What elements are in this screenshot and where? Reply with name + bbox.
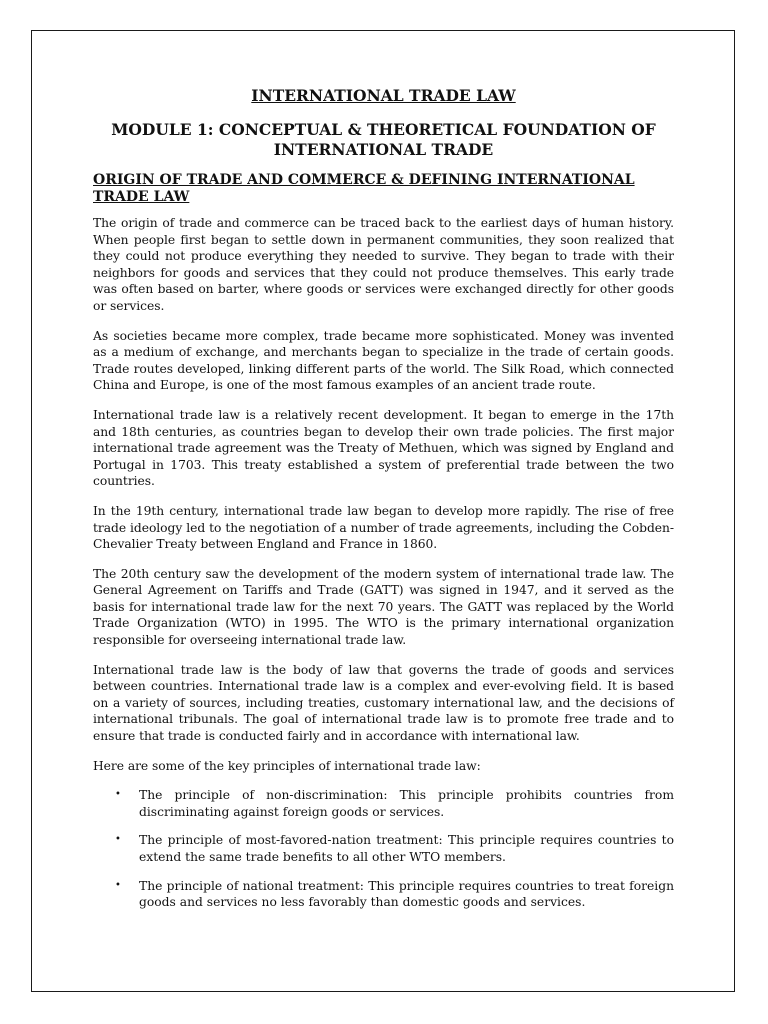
module-title: MODULE 1: CONCEPTUAL & THEORETICAL FOUNDATION OF INTERNATIONAL TRADE xyxy=(111,120,656,159)
document-title: INTERNATIONAL TRADE LAW xyxy=(251,86,516,105)
paragraph-definition: International trade law is the body of law that governs the trade of goods and services between countries. International trade law is a complex and ever-evolving field. It is based on a variety of sources, including treaties, customary international law, and the decisions of international tribunals. The goal of international trade law is to promote free trade and to ensure that trade is conducted fairly and in accordance with international law. xyxy=(93,662,674,744)
list-item xyxy=(93,787,674,820)
principle-text: The principle of non-discrimination: This principle prohibits countries from discriminating against foreign goods or services. xyxy=(139,788,674,819)
list-item xyxy=(93,832,674,865)
paragraph-origin: The origin of trade and commerce can be traced back to the earliest days of human history. When people first began to settle down in permanent communities, they soon realized that they could not produce everything they needed to survive. They began to trade with their neighbors for goods and services that they could not produce themselves. This early trade was often based on barter, where goods or services were exchanged directly for other goods or services. xyxy=(93,216,674,313)
section-heading: ORIGIN OF TRADE AND COMMERCE & DEFINING INTERNATIONAL TRADE LAW xyxy=(93,172,635,205)
principle-text: The principle of national treatment: This principle requires countries to treat foreign goods and services no less favorably than domestic goods and services. xyxy=(139,878,674,910)
paragraph-societies: As societies became more complex, trade became more sophisticated. Money was invented as a medium of exchange, and merchants began to specialize in the trade of certain goods. Trade routes developed, linking different parts of the world. The Silk Road, which connected China and Europe, is one of the most famous examples of an ancient trade route. xyxy=(93,328,674,393)
bullet-icon: • xyxy=(115,834,121,846)
list-item xyxy=(93,878,674,911)
paragraph-recent-development: International trade law is a relatively recent development. It began to emerge in the 17th and 18th centuries, as countries began to develop their own trade policies. The first major international trade agreement was the Treaty of Methuen, which was signed by England and Portugal in 1703. This treaty established a system of preferential trade between the two countries. xyxy=(93,407,674,489)
paragraph-19th-century: In the 19th century, international trade law began to develop more rapidly. The rise of free trade ideology led to the negotiation of a number of trade agreements, including the Cobden-Chevalier Treaty between England and France in 1860. xyxy=(93,503,674,552)
bullet-icon: • xyxy=(115,789,121,801)
principle-text: The principle of most-favored-nation treatment: This principle requires countries to extend the same trade benefits to all other WTO members. xyxy=(139,833,674,864)
paragraph-20th-century: The 20th century saw the development of the modern system of international trade law. The General Agreement on Tariffs and Trade (GATT) was signed in 1947, and it served as the basis for international trade law for the next 70 years. The GATT was replaced by the World Trade Organization (WTO) in 1995. The WTO is the primary international organization responsible for overseeing international trade law. xyxy=(93,566,674,648)
paragraph-principles-intro: Here are some of the key principles of international trade law: xyxy=(93,758,481,773)
bullet-icon: • xyxy=(115,879,121,891)
principles-list xyxy=(93,787,674,911)
document-body xyxy=(93,86,674,923)
